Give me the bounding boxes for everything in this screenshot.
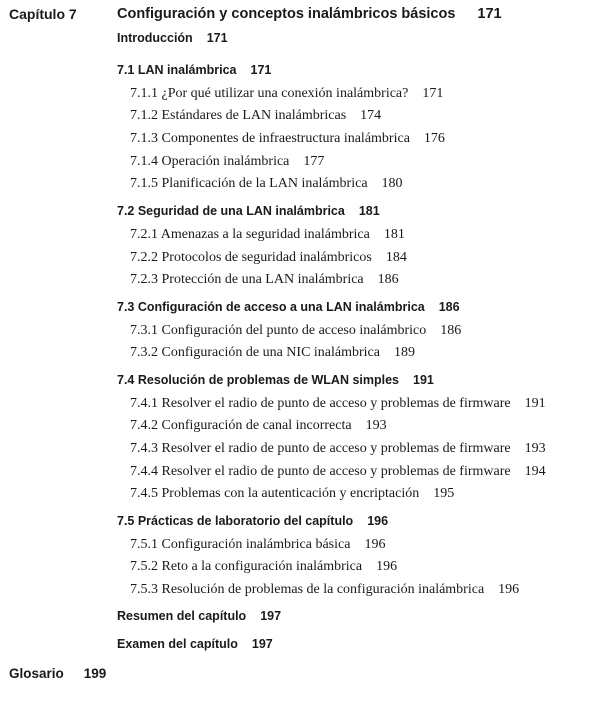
- toc-subsection-entry[interactable]: [117, 559, 597, 582]
- toc-section-entry[interactable]: [117, 58, 597, 86]
- toc-subsection-entry[interactable]: [117, 227, 597, 250]
- entry-title: 7.3.1 Configuración del punto de acceso inalámbrico: [130, 322, 427, 338]
- entry-title: 7.2.1 Amenazas a la seguridad inalámbrica: [130, 226, 370, 242]
- entry-title: Introducción: [117, 31, 193, 45]
- entry-page: 191: [413, 372, 434, 387]
- toc-subsection-entry[interactable]: [117, 250, 597, 273]
- entry-page: 196: [498, 582, 520, 598]
- toc-subsection-entry[interactable]: [117, 154, 597, 177]
- entry-title: 7.3 Configuración de acceso a una LAN inalámbrica: [117, 299, 425, 314]
- entry-page: 186: [440, 322, 462, 338]
- entry-title: 7.2.2 Protocolos de seguridad inalámbricos: [130, 249, 372, 265]
- entry-title: 7.5 Prácticas de laboratorio del capítulo: [117, 514, 354, 529]
- entry-title: 7.2 Seguridad de una LAN inalámbrica: [117, 204, 345, 219]
- entry-title: 7.4.2 Configuración de canal incorrecta: [130, 418, 352, 434]
- entry-page: 186: [438, 299, 460, 314]
- entry-title: 7.3.2 Configuración de una NIC inalámbrica: [130, 345, 380, 361]
- entry-page: 197: [251, 636, 273, 651]
- entry-page: 196: [376, 559, 398, 575]
- entry-page: 193: [524, 441, 546, 456]
- toc-subsection-entry[interactable]: [117, 418, 597, 441]
- entry-page: 193: [365, 418, 387, 434]
- chapter-title-entry[interactable]: [117, 6, 597, 31]
- toc-subsection-entry[interactable]: [117, 272, 597, 295]
- toc-subsection-entry[interactable]: [117, 176, 597, 199]
- entry-title: Examen del capítulo: [117, 636, 238, 651]
- entry-title: 7.5.2 Reto a la configuración inalámbrica: [130, 559, 363, 575]
- chapter-label: Capítulo 7: [9, 6, 77, 22]
- entry-page: 176: [423, 131, 445, 147]
- toc-subsection-entry[interactable]: [117, 323, 597, 346]
- entry-page: 196: [364, 536, 386, 552]
- entry-title: 7.1.2 Estándares de LAN inalámbricas: [130, 108, 347, 124]
- toc-section-entry[interactable]: [117, 368, 597, 396]
- entry-page: 196: [367, 514, 389, 529]
- entry-title: 7.4 Resolución de problemas de WLAN simples: [117, 372, 400, 387]
- toc-subsection-entry[interactable]: [117, 345, 597, 368]
- entry-title: 7.1.4 Operación inalámbrica: [130, 153, 290, 169]
- entry-page: 171: [477, 6, 502, 22]
- entry-title: 7.4.5 Problemas con la autenticación y encriptación: [130, 486, 420, 502]
- entry-page: 195: [433, 486, 455, 502]
- toc-subsection-entry[interactable]: [117, 537, 597, 560]
- table-of-contents: [117, 6, 597, 661]
- toc-subsection-entry[interactable]: [117, 396, 597, 419]
- toc-subsection-entry[interactable]: [117, 441, 597, 464]
- entry-page: 181: [358, 204, 380, 219]
- entry-title: 7.4.1 Resolver el radio de punto de acceso y problemas de firmware: [130, 395, 511, 411]
- entry-title: 7.4.4 Resolver el radio de punto de acceso y problemas de firmware: [130, 463, 511, 479]
- toc-subsection-entry[interactable]: [117, 86, 597, 109]
- entry-title: Glosario: [9, 666, 64, 681]
- entry-title: 7.5.1 Configuración inalámbrica básica: [130, 536, 351, 552]
- entry-page: 186: [377, 272, 399, 288]
- entry-page: 171: [422, 85, 444, 101]
- toc-section-entry[interactable]: [117, 633, 597, 661]
- entry-page: 181: [383, 226, 405, 242]
- toc-subsection-entry[interactable]: [117, 486, 597, 509]
- entry-title: 7.1.3 Componentes de infraestructura inalámbrica: [130, 131, 410, 147]
- entry-title: 7.1.1 ¿Por qué utilizar una conexión inalámbrica?: [130, 85, 409, 101]
- toc-subsection-entry[interactable]: [117, 108, 597, 131]
- entry-page: 197: [260, 608, 282, 623]
- glossary-entry[interactable]: [9, 666, 106, 681]
- toc-section-entry[interactable]: [117, 199, 597, 227]
- entry-title: 7.2.3 Protección de una LAN inalámbrica: [130, 272, 364, 288]
- entry-page: 191: [524, 395, 546, 411]
- entry-page: 171: [250, 63, 272, 77]
- entry-page: 184: [385, 249, 407, 265]
- entry-page: 180: [381, 176, 403, 192]
- toc-section-entry[interactable]: [117, 295, 597, 323]
- toc-section-entry[interactable]: [117, 31, 597, 58]
- entry-page: 177: [303, 153, 325, 169]
- entry-title: Resumen del capítulo: [117, 608, 247, 623]
- toc-subsection-entry[interactable]: [117, 464, 597, 487]
- entry-page: 199: [83, 666, 107, 681]
- entry-page: 171: [206, 31, 228, 45]
- entry-title: 7.1 LAN inalámbrica: [117, 63, 237, 77]
- entry-title: Configuración y conceptos inalámbricos básicos: [117, 6, 456, 22]
- toc-section-entry[interactable]: [117, 605, 597, 633]
- entry-page: 174: [360, 108, 382, 124]
- toc-section-entry[interactable]: [117, 509, 597, 537]
- entry-page: 189: [393, 345, 415, 361]
- toc-subsection-entry[interactable]: [117, 582, 597, 605]
- entry-title: 7.5.3 Resolución de problemas de la configuración inalámbrica: [130, 582, 485, 598]
- entry-title: 7.4.3 Resolver el radio de punto de acceso y problemas de firmware: [130, 441, 511, 456]
- entry-page: 194: [524, 463, 546, 479]
- toc-subsection-entry[interactable]: [117, 131, 597, 154]
- entry-title: 7.1.5 Planificación de la LAN inalámbrica: [130, 176, 368, 192]
